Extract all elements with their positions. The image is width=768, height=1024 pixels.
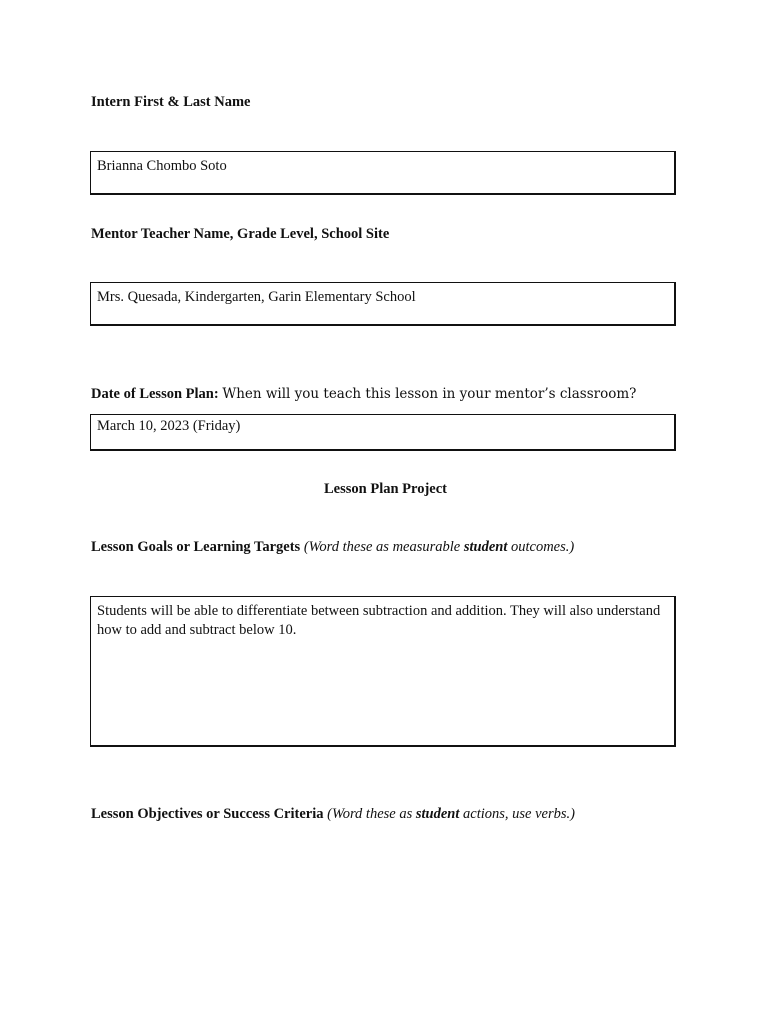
date-field[interactable]: [90, 414, 676, 451]
intern-name-label-text: Intern First & Last Name: [91, 94, 251, 110]
goals-value: Students will be able to differentiate between subtraction and addition. They will also understand how to add and subtract below 10.: [97, 603, 661, 638]
mentor-value: Mrs. Quesada, Kindergarten, Garin Elementary School: [97, 289, 416, 305]
date-label: [91, 385, 636, 403]
objectives-hint-post: actions, use verbs.): [459, 806, 575, 822]
mentor-field[interactable]: [90, 282, 676, 326]
intern-name-label: [91, 93, 250, 111]
goals-label-text: Lesson Goals or Learning Targets: [91, 539, 301, 555]
goals-hint-post: outcomes.): [507, 539, 575, 555]
objectives-hint-pre: (Word these as: [327, 806, 416, 822]
intern-name-value: Brianna Chombo Soto: [97, 158, 227, 174]
objectives-hint: [327, 806, 575, 822]
date-prompt: When will you teach this lesson in your mentor’s classroom?: [222, 386, 637, 402]
objectives-label-text: Lesson Objectives or Success Criteria: [91, 806, 324, 822]
goals-label: [91, 538, 574, 556]
objectives-label: [91, 805, 575, 823]
section-title: Lesson Plan Project: [324, 481, 447, 497]
goals-hint-bold: student: [463, 539, 508, 555]
goals-hint: [304, 539, 574, 555]
intern-name-field[interactable]: [90, 151, 676, 195]
goals-field[interactable]: [90, 596, 676, 747]
mentor-label: [91, 225, 389, 243]
date-label-text: Date of Lesson Plan:: [91, 386, 219, 402]
date-value: March 10, 2023 (Friday): [97, 418, 241, 434]
mentor-label-text: Mentor Teacher Name, Grade Level, School Site: [91, 226, 390, 242]
objectives-hint-bold: student: [415, 806, 460, 822]
goals-hint-pre: (Word these as measurable: [303, 539, 464, 555]
